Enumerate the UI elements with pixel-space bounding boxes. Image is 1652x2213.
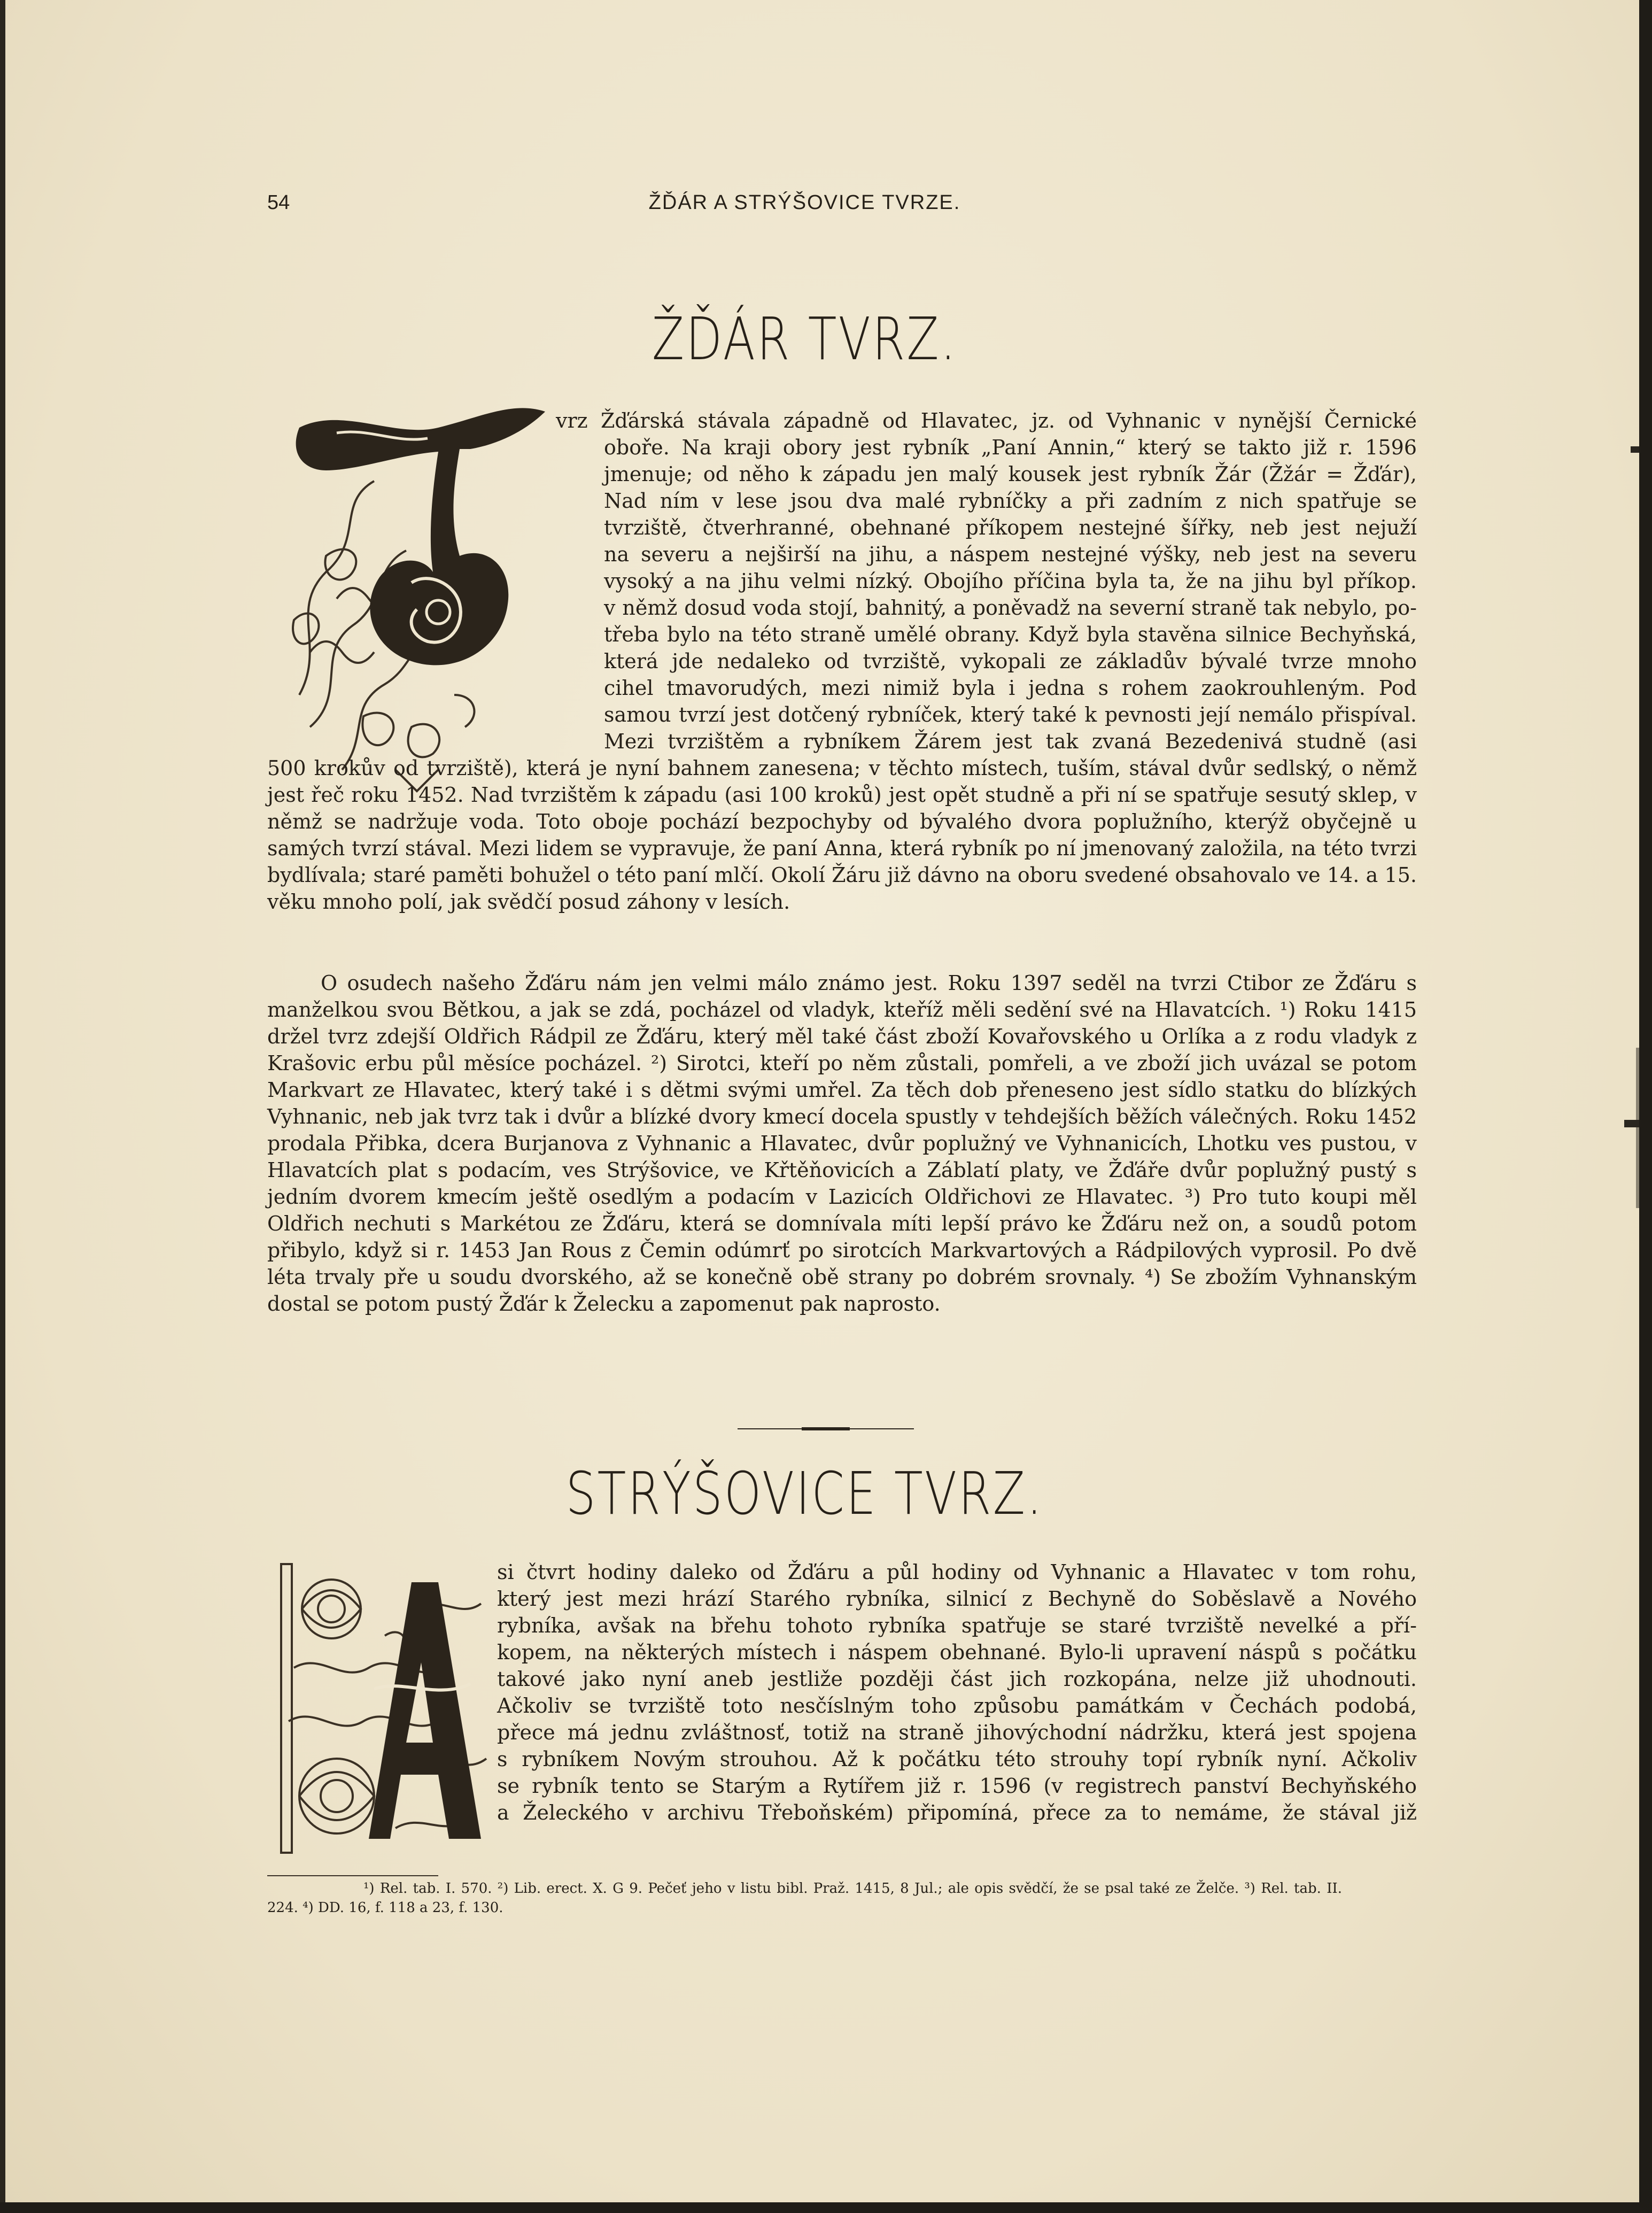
scan-mark: [1631, 446, 1639, 453]
text-line: třeba bylo na této straně umělé obrany. Když byla stavěna silnice Bechyňská,: [604, 623, 1417, 646]
text-line: vrz Žďárská stávala západně od Hlavatec, jz. od Vyhnanic v nynější Černické: [556, 409, 1417, 432]
initial-a-ornament-icon: [278, 1561, 502, 1860]
text-line: tvrziště, čtverhranné, obehnané příkopem nestejné šířky, neb jest nejuží: [604, 516, 1417, 539]
initial-t-ornament-icon: [278, 396, 556, 802]
section-divider: [738, 1427, 914, 1430]
scan-edge-right: [1639, 0, 1652, 2213]
text-line: si čtvrt hodiny daleko od Žďáru a půl hodiny od Vyhnanic a Hlavatec v tom rohu,: [497, 1560, 1417, 1584]
text-line: oboře. Na kraji obory jest rybník „Paní Annin,“ který se takto již r. 1596: [604, 436, 1417, 459]
zdar-paragraph-2: O osudech našeho Žďáru nám jen velmi málo známo jest. Roku 1397 seděl na tvrzi Ctibor ze Žďáru s manželkou svou Bětkou, a jak se zdá, pocházel od vladyk, kteříž měli sedění své na Hlavatcích. ¹) Roku 1415 držel tvrz zdejší Oldřich Rádpil ze Žďáru, který měl také část zboží Kovařovského u Orlíka a z rodu vladyk z Krašovic erbu půl měsíce pocházel. ²) Sirotci, kteří po něm zůstali, pomřeli, a ve zboží jich uvázal se potom Markvart ze Hlavatec, který také i s dětmi svými umřel. Za těch dob přeneseno jest sídlo statku do blízkých Vyhnanic, neb jak tvrz tak i dvůr a blízké dvory kmecí docela spustly v tehdejších běžích válečných. Roku 1452 prodala Přibka, dcera Burjanova z Vyhnanic a Hlavatec, dvůr poplužný ve Vyhnanicích, Lhotku ves pustou, v Hlavatcích plat s podacím, ves Strýšovice, ve Křtěňovicích a Záblatí platy, ve Žďáře dvůr poplužný pustý s jedním dvorem kmecím ještě osedlým a podacím v Lazicích Oldřichovi ze Hlavatec. ³) Pro tuto koupi měl Oldřich nechuti s Markétou ze Žďáru, která se domnívala míti lepší právo ke Žďáru než on, a soudů potom přibylo, když si r. 1453 Jan Rous z Čemin odúmrť po sirotcích Markvartových a Rádpilových vyprosil. Po dvě léta trvaly pře u soudu dvorského, až se konečně obě strany po dobrém srovnaly. ⁴) Se zbožím Vyhnanským dostal se potom pustý Žďár k Želecku a zapomenut pak naprosto.: [267, 971, 1417, 1316]
text-line: kopem, na některých místech i náspem obehnané. Bylo-li upravení náspů s počátku: [497, 1641, 1417, 1664]
footnote-rule: [267, 1875, 438, 1876]
text-line: Mezi tvrzištěm a rybníkem Žárem jest tak zvaná Bezedenivá studně (asi: [604, 730, 1417, 753]
text-line: cihel tmavorudých, mezi nimiž byla i jedna s rohem zaokrouhleným. Pod: [604, 676, 1417, 700]
text-line: vysoký a na jihu velmi nízký. Obojího příčina byla ta, že na jihu byl příkop.: [604, 569, 1417, 593]
running-head: [267, 191, 1342, 223]
text-line: na severu a nejširší na jihu, a náspem nestejné výšky, neb jest na severu: [604, 543, 1417, 566]
text-line: který jest mezi hrází Starého rybníka, silnicí z Bechyně do Soběslavě a Nového: [497, 1587, 1417, 1611]
page-number: 54: [267, 191, 290, 214]
scan-mark: [1636, 1048, 1639, 1208]
text-line: se rybník tento se Starým a Rytířem již r. 1596 (v registrech panství Bechyňského: [497, 1774, 1417, 1798]
ornamental-initial-a: [278, 1561, 502, 1860]
text-line: rybníka, avšak na břehu tohoto rybníka spatřuje se staré tvrziště nevelké a pří-: [497, 1614, 1417, 1637]
text-line: jmenuje; od něho k západu jen malý kousek jest rybník Žár (Žžár = Žďár),: [604, 462, 1417, 486]
running-title: ŽĎÁR A STRÝŠOVICE TVRZE.: [648, 191, 961, 214]
text-line: Nad ním v lese jsou dva malé rybníčky a při zadním z nich spatřuje se: [604, 489, 1417, 513]
text-line: která jde nedaleko od tvrziště, vykopali ze základův bývalé tvrze mnoho: [604, 649, 1417, 673]
strysovice-paragraph: [497, 1559, 1417, 1826]
zdar-paragraph-1-wrapped: [556, 407, 1417, 755]
section-title-zdar: ŽĎÁR TVRZ.: [652, 305, 958, 373]
scan-edge-left: [0, 0, 5, 2213]
scan-edge-bottom: [0, 2202, 1652, 2213]
text-line: Ačkoliv se tvrziště toto nesčíslným toho způsobu památkám v Čechách podobá,: [497, 1694, 1417, 1717]
zdar-paragraph-1-continued: 500 krokův od tvrziště), která je nyní bahnem zanesena; v těchto místech, tuším, stával dvůr sedlský, o němž jest řeč roku 1452. Nad tvrzištěm k západu (asi 100 kroků) jest opět studně a při ní se spatřuje sesutý sklep, v němž se nadržuje voda. Toto oboje pochází bezpochyby od bývalého dvora poplužního, kterýž obyčejně u samých tvrzí stával. Mezi lidem se vypravuje, že paní Anna, která rybník po ní jmenovaný založila, na této tvrzi bydlívala; staré paměti bohužel o této paní mlčí. Okolí Žáru již dávno na oboru svedené obsahovalo ve 14. a 15. věku mnoho polí, jak svědčí posud záhony v lesích.: [267, 756, 1417, 914]
section-title-strysovice: STRÝŠOVICE TVRZ.: [565, 1459, 1044, 1528]
text-line: a Želeckého v archivu Třeboňském) připomíná, přece za to nemáme, že stával již: [497, 1801, 1417, 1824]
text-line: s rybníkem Novým strouhou. Až k počátku této strouhy topí rybník nyní. Ačkoliv: [497, 1747, 1417, 1771]
text-line: v němž dosud voda stojí, bahnitý, a poněvadž na severní straně tak nebylo, po-: [604, 596, 1417, 620]
text-line: přece má jednu zvláštnosť, totiž na straně jihovýchodní nádržku, která jest spojena: [497, 1721, 1417, 1744]
footnotes: ¹) Rel. tab. I. 570. ²) Lib. erect. X. G 9. Pečeť jeho v listu bibl. Praž. 1415, 8 Jul.; ale opis svědčí, že se psal také ze Želče. ³) Rel. tab. II. 224. ⁴) DD. 16, f. 118 a 23, f. 130.: [267, 1881, 1342, 1916]
text-line: takové jako nyní aneb jestliže později část jich rozkopána, nelze již uhodnouti.: [497, 1667, 1417, 1691]
text-line: samou tvrzí jest dotčený rybníček, který také k pevnosti její nemálo přispíval.: [604, 703, 1417, 726]
ornamental-initial-t: [278, 396, 556, 802]
